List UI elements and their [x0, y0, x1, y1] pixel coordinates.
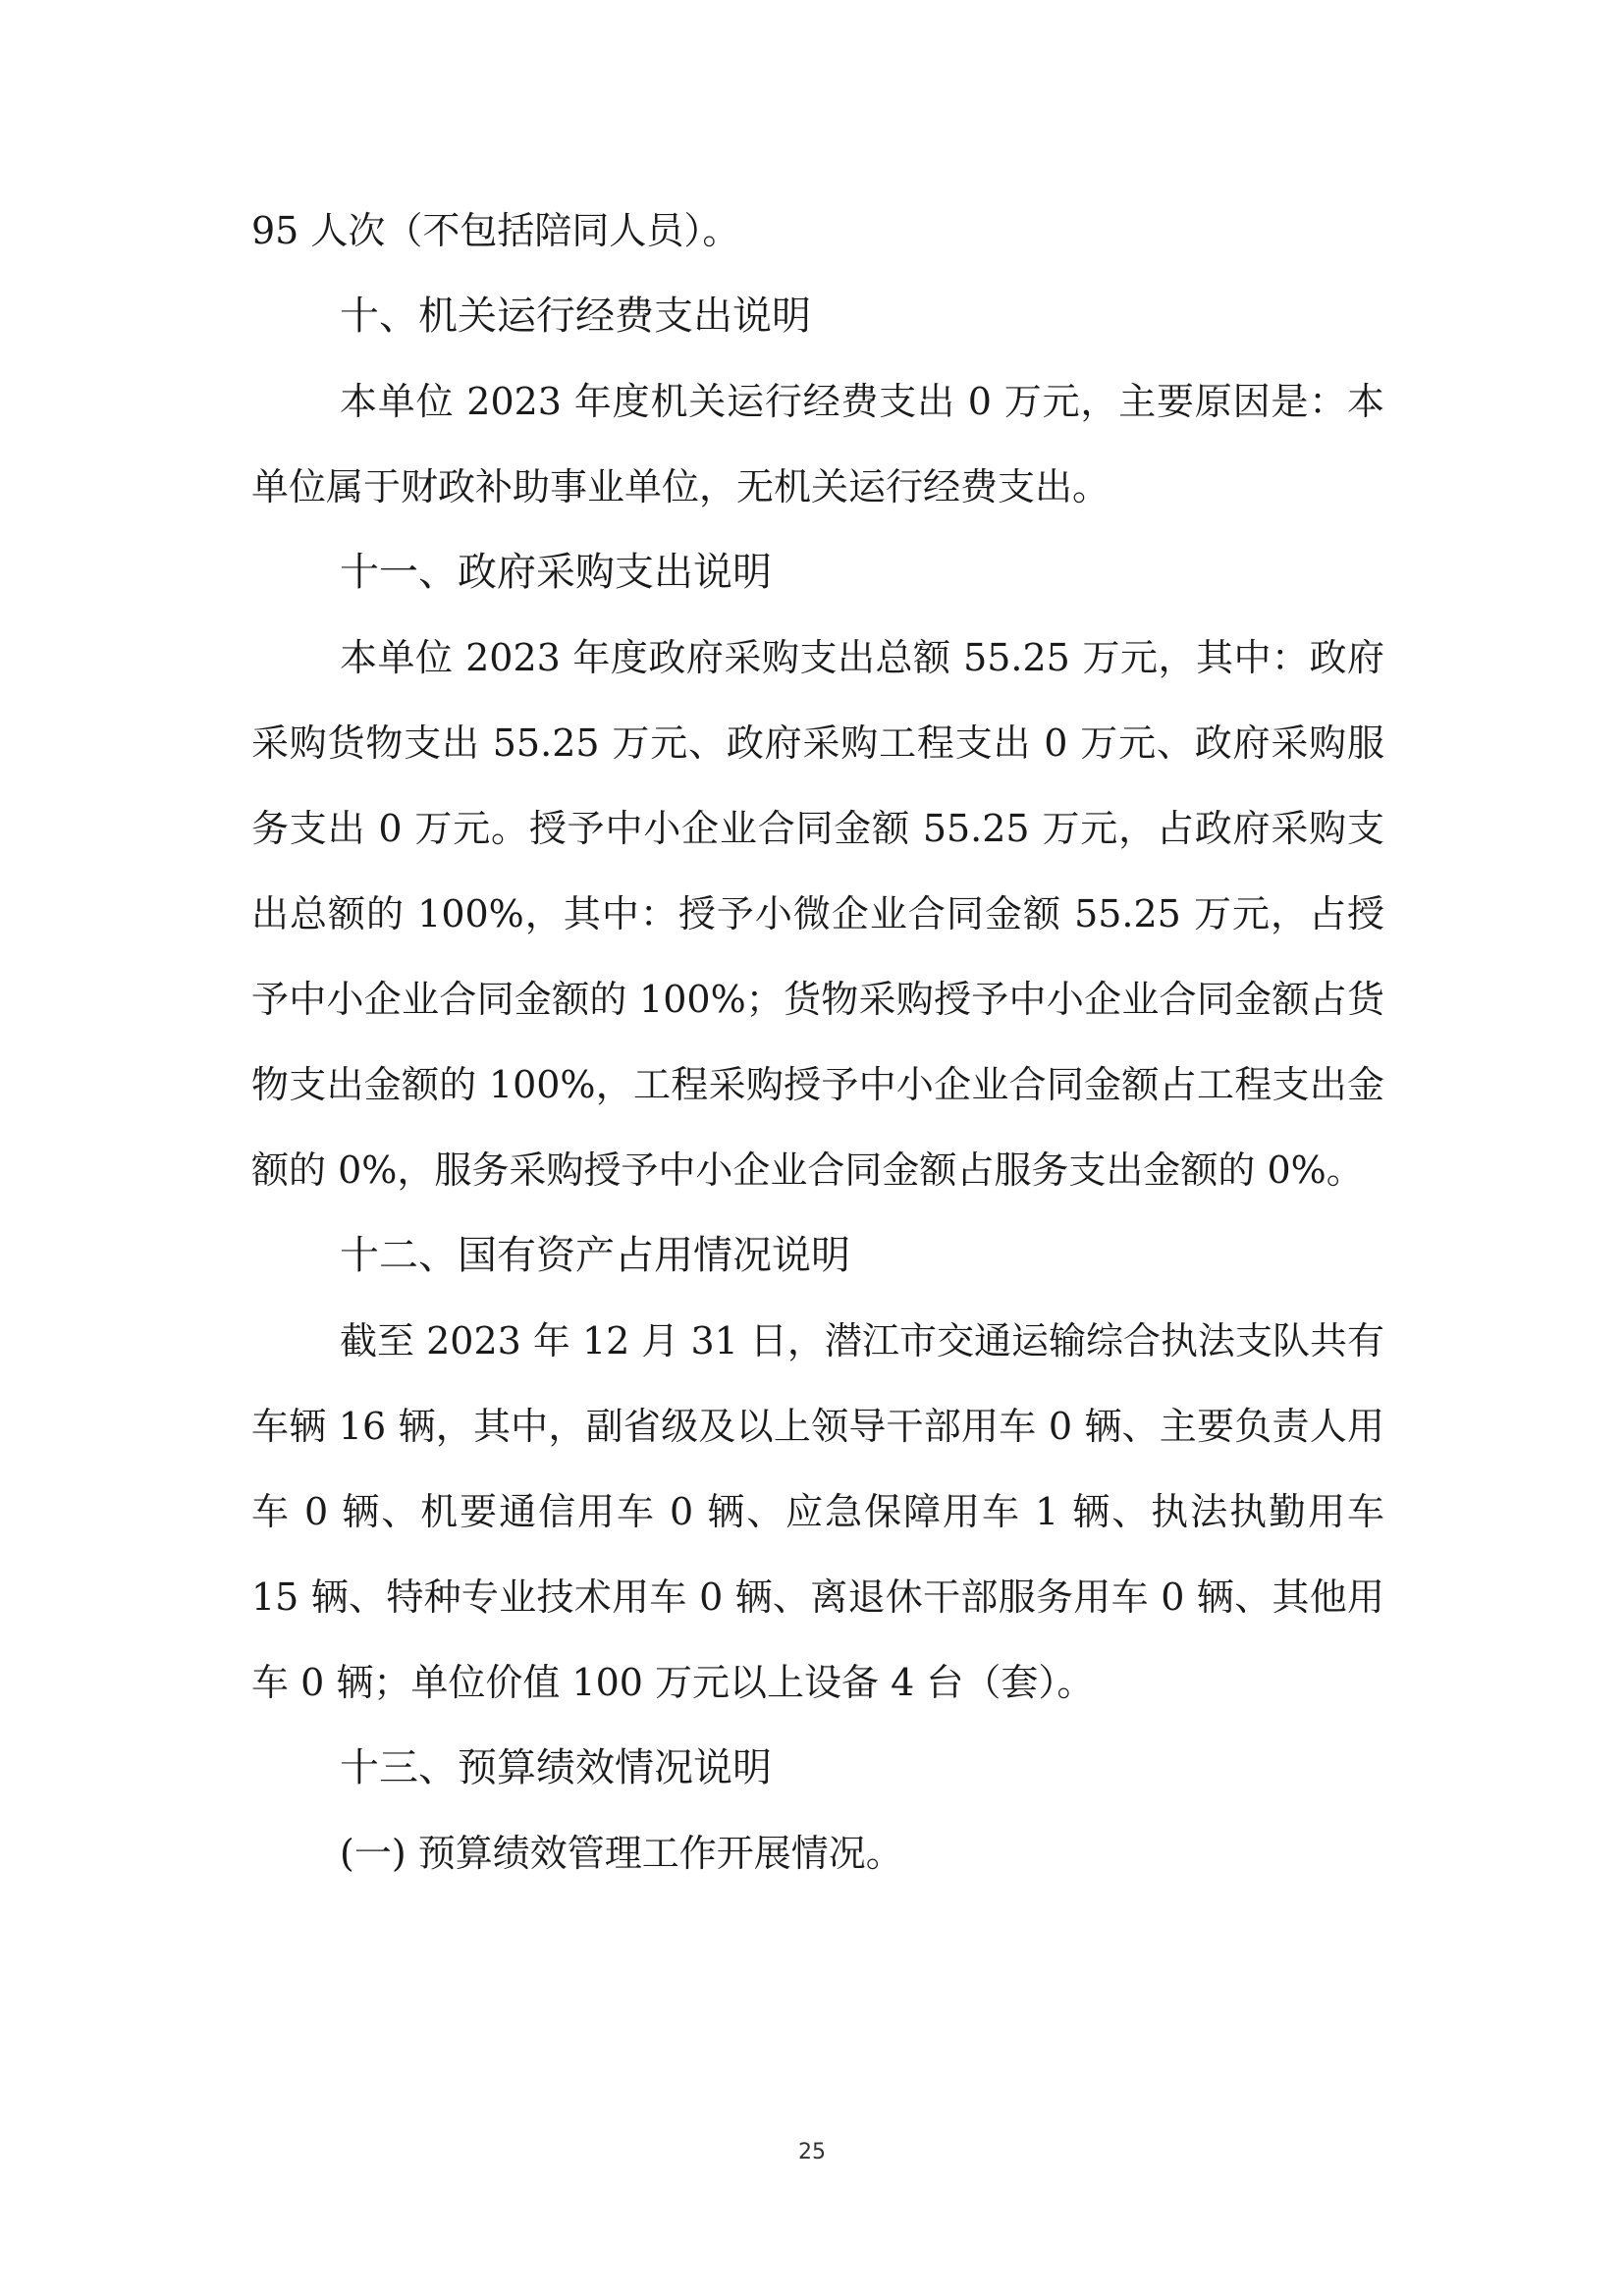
- section-11-paragraph: 本单位 2023 年度政府采购支出总额 55.25 万元，其中：政府采购货物支出 55.25 万元、政府采购工程支出 0 万元、政府采购服务支出 0 万元。授予中小企业合同金额 55.25 万元，占政府采购支出总额的 100%，其中：授予小微企业合同金额 55.25 万元，占授予中小企业合同金额的 100%；货物采购授予中小企业合同金额占货物支出金额的 100%，工程采购授予中小企业合同金额占工程支出金额的 0%，服务采购授予中小企业合同金额占服务支出金额的 0%。: [251, 636, 1384, 1192]
- section-heading-10: 十、机关运行经费支出说明: [340, 294, 811, 339]
- section-13-subheading: (一) 预算绩效管理工作开展情况。: [340, 1832, 903, 1875]
- section-heading-12: 十二、国有资产占用情况说明: [340, 1233, 850, 1278]
- section-heading-13: 十三、预算绩效情况说明: [340, 1745, 772, 1790]
- section-12-paragraph: 截至 2023 年 12 月 31 日，潜江市交通运输综合执法支队共有车辆 16 辆，其中，副省级及以上领导干部用车 0 辆、主要负责人用车 0 辆、机要通信用车 0 辆、应急保障用车 1 辆、执法执勤用车 15 辆、特种专业技术用车 0 辆、离退休干部服务用车 0 辆、其他用车 0 辆；单位价值 100 万元以上设备 4 台（套）。: [251, 1319, 1384, 1704]
- document-body: [251, 188, 1384, 1896]
- continuation-paragraph: 95 人次（不包括陪同人员）。: [251, 209, 740, 252]
- section-heading-11: 十一、政府采购支出说明: [340, 550, 772, 595]
- page-number: 25: [798, 2140, 826, 2164]
- section-10-paragraph: 本单位 2023 年度机关运行经费支出 0 万元，主要原因是：本单位属于财政补助事业单位，无机关运行经费支出。: [251, 380, 1384, 508]
